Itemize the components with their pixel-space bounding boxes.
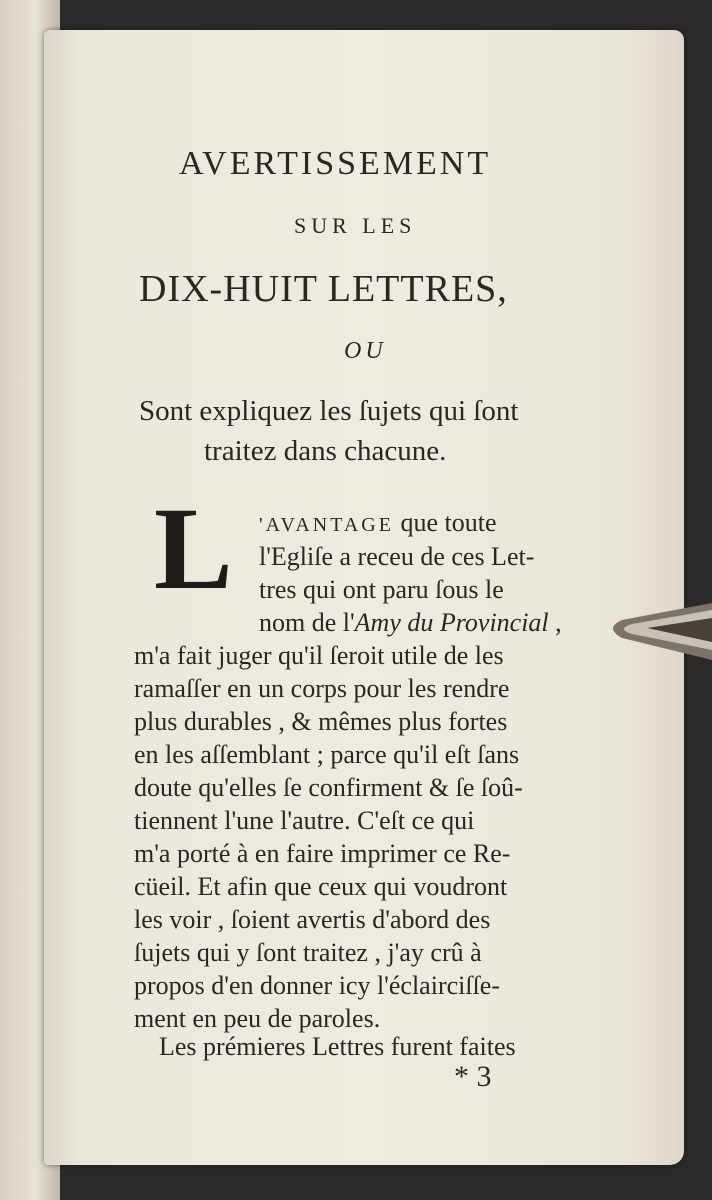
description-line-1: Sont expliquez les ſujets qui ſont bbox=[139, 395, 519, 427]
body-line-7: plus durables , & mêmes plus fortes bbox=[134, 707, 508, 736]
signature-mark: * 3 bbox=[454, 1060, 492, 1093]
page-title: AVERTISSEMENT bbox=[179, 145, 492, 182]
italic-title: Amy du Provincial bbox=[354, 608, 549, 637]
body-text: que toute bbox=[393, 508, 497, 537]
subtitle-ou: OU bbox=[344, 338, 387, 364]
body-text: nom de l' bbox=[259, 608, 355, 637]
body-line-9: doute qu'elles ſe confirment & ſe ſoû- bbox=[134, 773, 523, 802]
body-line-13: les voir , ſoient avertis d'abord des bbox=[134, 905, 491, 934]
body-line-1 bbox=[259, 508, 496, 538]
description-line-2: traitez dans chacune. bbox=[204, 435, 447, 467]
drop-cap: L bbox=[154, 483, 233, 614]
body-line-3: tres qui ont paru ſous le bbox=[259, 575, 504, 604]
body-line-14: ſujets qui y ſont traitez , j'ay crû à bbox=[134, 938, 482, 967]
body-line-5: m'a fait juger qu'il ſeroit utile de les bbox=[134, 641, 504, 670]
small-caps-word: 'AVANTAGE bbox=[259, 514, 394, 536]
body-line-10: tiennent l'une l'autre. C'eſt ce qui bbox=[134, 806, 475, 835]
body-line-12: cüeil. Et afin que ceux qui voudront bbox=[134, 872, 508, 901]
body-line-4 bbox=[259, 608, 562, 638]
body-line-6: ramaſſer en un corps pour les rendre bbox=[134, 674, 510, 703]
metal-clip-icon bbox=[602, 598, 712, 668]
subtitle-sur-les: SUR LES bbox=[294, 213, 417, 238]
body-line-8: en les aſſemblant ; parce qu'il eſt ſans bbox=[134, 740, 520, 769]
body-line-11: m'a porté à en faire imprimer ce Re- bbox=[134, 839, 511, 868]
body-line-17: Les prémieres Lettres furent faites bbox=[159, 1032, 516, 1061]
subtitle-dix-huit-lettres: DIX-HUIT LETTRES, bbox=[139, 268, 508, 310]
book-page bbox=[44, 30, 684, 1165]
body-line-15: propos d'en donner icy l'éclairciſſe- bbox=[134, 971, 501, 1000]
body-text: , bbox=[548, 608, 562, 637]
body-line-2: l'Egliſe a receu de ces Let- bbox=[259, 542, 535, 571]
body-line-16: ment en peu de paroles. bbox=[134, 1004, 381, 1033]
